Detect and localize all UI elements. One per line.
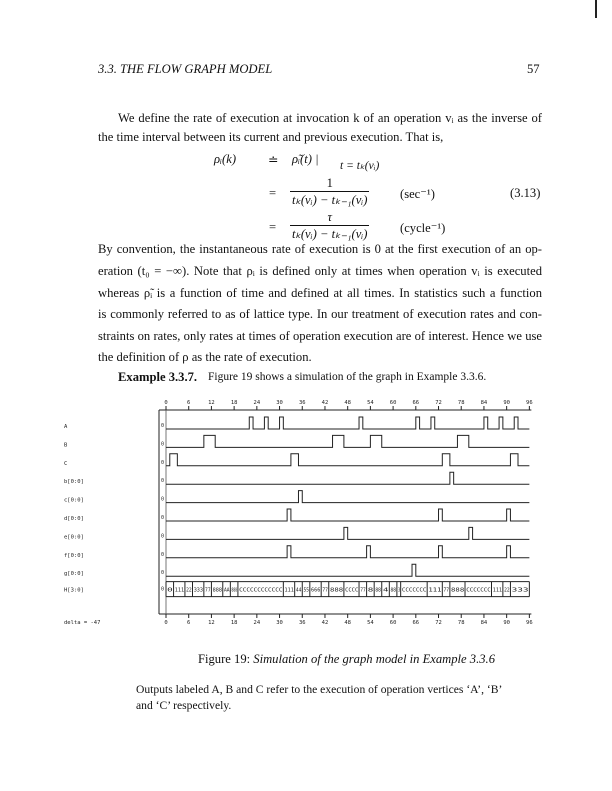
bus-value: 22 — [504, 587, 510, 594]
signal-label-B: B — [64, 442, 68, 449]
bus-value: 666 — [311, 587, 321, 594]
eq-denominator: tₖ(vᵢ) − tₖ₋₁(vᵢ) — [292, 227, 368, 241]
bus-value: 88 — [375, 587, 382, 594]
top-tick-label: 84 — [480, 400, 488, 406]
top-tick-label: 30 — [276, 400, 283, 406]
waveform-C — [166, 454, 529, 466]
waveform-A — [166, 417, 529, 429]
waveform-b[0:0] — [166, 472, 529, 484]
figure-note-line: and ‘C’ respectively. — [136, 699, 232, 712]
paragraph-line: is commonly referred to as of lattice type. In our treatment of execution rates and con- — [98, 307, 542, 321]
bus-value: 333 — [511, 587, 529, 594]
bottom-tick-label: 24 — [253, 620, 261, 626]
top-tick-label: 36 — [298, 400, 306, 406]
signal-initial-value: 0 — [161, 459, 165, 466]
eq-denominator: tₖ(vᵢ) − tₖ₋₁(vᵢ) — [292, 193, 368, 207]
signal-initial-value: 0 — [161, 533, 165, 540]
bus-value: 77 — [360, 587, 366, 594]
bottom-tick-label: 84 — [480, 620, 488, 626]
eq-numerator: τ — [290, 210, 369, 226]
top-tick-label: 96 — [526, 400, 533, 406]
paragraph-line: the time interval between its current and previous execution. That is, — [98, 130, 444, 144]
bottom-tick-label: 42 — [321, 620, 329, 626]
bus-value: 3 — [398, 587, 401, 594]
bottom-tick-label: 0 — [164, 620, 168, 626]
top-tick-label: 90 — [503, 400, 510, 406]
bus-value: 111 — [174, 587, 185, 594]
bus-value: 44 — [295, 587, 302, 594]
signal-initial-value: 0 — [161, 496, 165, 503]
eq-unit-cycle: (cycle⁻¹) — [400, 221, 446, 235]
example-label: Example 3.3.7. — [118, 370, 198, 384]
top-tick-label: 48 — [344, 400, 351, 406]
bottom-tick-label: 48 — [344, 620, 351, 626]
bus-value: 888 — [329, 587, 344, 594]
top-tick-label: 78 — [457, 400, 465, 406]
eq-unit-sec: (sec⁻¹) — [400, 187, 435, 201]
bus-value: CCCC — [345, 587, 359, 594]
signal-label-A: A — [64, 424, 68, 430]
bus-value: 111 — [492, 587, 503, 594]
delta-label: delta = -47 — [64, 620, 101, 626]
waveform-B — [166, 435, 529, 447]
bottom-tick-label: 60 — [389, 620, 397, 626]
figure-caption — [198, 652, 495, 667]
bus-value: 4 — [382, 587, 390, 594]
paragraph-line: We define the rate of execution at invocation k of an operation vᵢ as the inverse of — [118, 111, 542, 125]
eq-lhs: ρᵢ(k) — [214, 152, 237, 166]
paragraph-line: whereas ρ̃ᵢ is a function of time and defined at all times. In statistics such a function — [98, 286, 542, 300]
bottom-tick-label: 12 — [208, 620, 215, 626]
bus-value: 888 — [451, 587, 466, 594]
waveform-g[0:0] — [166, 564, 529, 576]
eq-number: (3.13) — [510, 186, 541, 200]
bus-value: 333 — [193, 587, 204, 594]
top-tick-label: 0 — [164, 400, 168, 406]
top-tick-label: 42 — [321, 400, 329, 406]
paragraph-line: By convention, the instantaneous rate of execution is 0 at the first execution of an op- — [98, 242, 542, 256]
bus-value: 88 — [390, 587, 397, 594]
bus-value: 8 — [367, 587, 375, 594]
eq-equals: = — [269, 186, 277, 200]
bus-value: 111 — [428, 587, 442, 594]
bus-value: AA — [223, 587, 231, 594]
example-text: Figure 19 shows a simulation of the graph in Example 3.3.6. — [208, 371, 487, 383]
bottom-tick-label: 18 — [230, 620, 238, 626]
signal-label-C: C — [64, 460, 68, 467]
figure-note-line: Outputs labeled A, B and C refer to the execution of operation vertices ‘A’, ‘B’ — [136, 683, 503, 696]
eq-line1-subscript: t = tₖ(vᵢ) — [340, 160, 380, 172]
eq-def-symbol: ≐ — [268, 153, 279, 167]
waveform-f[0:0] — [166, 546, 529, 558]
bottom-tick-label: 36 — [298, 620, 306, 626]
signal-initial-value: 0 — [161, 551, 165, 558]
figure-title: Simulation of the graph model in Example 3.3.6 — [253, 652, 495, 666]
signal-initial-value: 0 — [161, 586, 165, 593]
bus-value: 888 — [231, 587, 238, 594]
running-header: 3.3. THE FLOW GRAPH MODEL — [98, 62, 273, 76]
signal-initial-value: 0 — [161, 423, 165, 429]
top-tick-label: 54 — [367, 400, 374, 406]
signal-label-bus: H[3:0] — [64, 587, 84, 594]
top-tick-label: 66 — [412, 400, 420, 406]
bus-value: 77 — [443, 587, 450, 594]
eq-numerator: 1 — [290, 176, 369, 192]
page-number: 57 — [527, 62, 540, 76]
paragraph-line: eration (t₀ = −∞). Note that ρᵢ is defined only at times when operation vᵢ is executed — [98, 264, 542, 278]
bus-value: CCCCCCC — [401, 587, 427, 594]
top-tick-label: 72 — [435, 400, 442, 406]
bottom-tick-label: 30 — [276, 620, 283, 626]
top-tick-label: 6 — [187, 400, 191, 406]
paragraph-line: the definition of ρ as the rate of execution. — [98, 350, 312, 364]
waveform-c[0:0] — [166, 491, 529, 503]
top-tick-label: 12 — [208, 400, 215, 406]
signal-initial-value: 0 — [161, 441, 165, 448]
bus-value: 77 — [322, 587, 328, 594]
eq-line1-rhs: ρ̃ᵢ(t) | — [292, 152, 319, 166]
signal-label-d[0:0]: d[0:0] — [64, 516, 84, 522]
bus-value: 22 — [186, 587, 192, 594]
signal-initial-value: 0 — [161, 515, 165, 521]
bottom-tick-label: 54 — [367, 620, 374, 626]
signal-label-c[0:0]: c[0:0] — [64, 497, 84, 504]
waveform-e[0:0] — [166, 527, 529, 539]
bus-value: CCCCCCCCCCCC — [239, 587, 283, 594]
top-tick-label: 24 — [253, 400, 261, 406]
signal-initial-value: 0 — [161, 478, 165, 485]
bottom-tick-label: 6 — [187, 620, 191, 626]
top-tick-label: 60 — [389, 400, 397, 406]
signal-label-b[0:0]: b[0:0] — [64, 479, 84, 486]
top-tick-label: 18 — [230, 400, 238, 406]
bottom-tick-label: 90 — [503, 620, 510, 626]
bus-value: 888 — [212, 587, 223, 594]
bus-value: 0 — [167, 587, 173, 594]
bottom-tick-label: 72 — [435, 620, 442, 626]
signal-label-e[0:0]: e[0:0] — [64, 534, 84, 541]
bus-value: 77 — [205, 587, 211, 594]
bus-value: 111 — [284, 587, 294, 594]
signal-initial-value: 0 — [161, 570, 165, 577]
bus-value: 55 — [303, 587, 310, 594]
bottom-tick-label: 96 — [526, 620, 533, 626]
eq-equals: = — [269, 220, 277, 234]
signal-label-f[0:0]: f[0:0] — [64, 552, 84, 559]
bus-value: CCCCCCC — [466, 587, 491, 594]
bottom-tick-label: 66 — [412, 620, 420, 626]
waveform-d[0:0] — [166, 509, 529, 521]
figure-label: Figure 19: — [198, 652, 251, 666]
signal-label-g[0:0]: g[0:0] — [64, 571, 84, 578]
paragraph-line: straints on rates, only rates at times of operation execution are of interest. Hence we use — [98, 329, 542, 343]
bottom-tick-label: 78 — [457, 620, 465, 626]
